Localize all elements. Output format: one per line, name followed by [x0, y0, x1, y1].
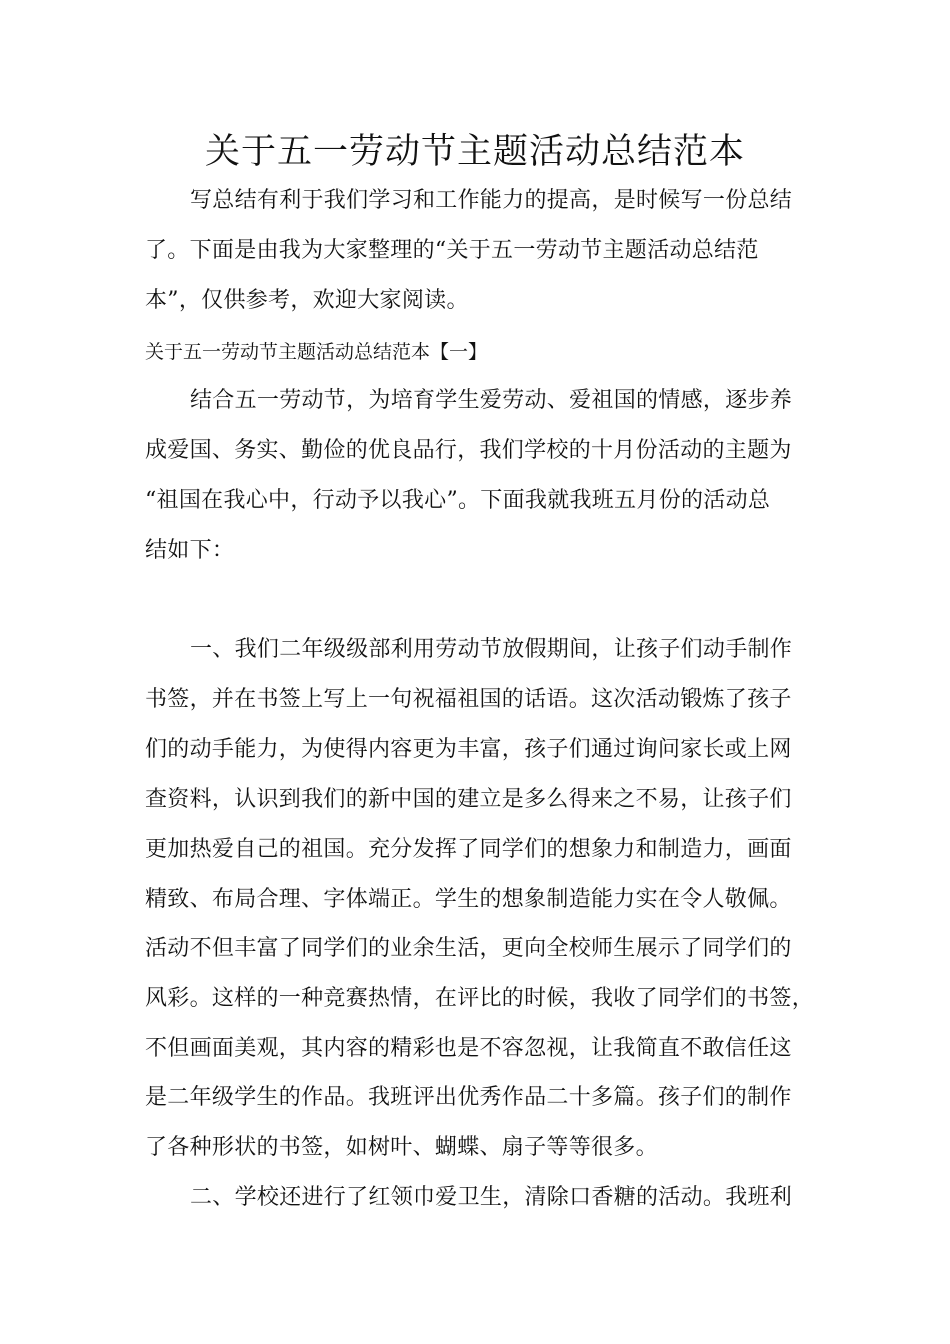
paragraph-1-line-3: “祖国在我心中，行动予以我心”。下面我就我班五月份的活动总: [145, 488, 771, 513]
paragraph-2-line-6: 精致、布局合理、字体端正。学生的想象制造能力实在令人敬佩。: [145, 887, 792, 912]
paragraph-1-line-1: 结合五一劳动节，为培育学生爱劳动、爱祖国的情感，逐步养: [190, 388, 793, 413]
intro-line-1: 写总结有利于我们学习和工作能力的提高，是时候写一份总结: [190, 188, 793, 213]
paragraph-3-line-1: 二、学校还进行了红领巾爱卫生，清除口香糖的活动。我班利: [190, 1185, 793, 1210]
paragraph-2-line-1: 一、我们二年级级部利用劳动节放假期间，让孩子们动手制作: [190, 637, 793, 662]
intro-line-3: 本”，仅供参考，欢迎大家阅读。: [145, 288, 469, 313]
intro-line-2: 了。下面是由我为大家整理的“关于五一劳动节主题活动总结范: [145, 238, 759, 263]
paragraph-2-line-10: 是二年级学生的作品。我班评出优秀作品二十多篇。孩子们的制作: [145, 1085, 792, 1110]
paragraph-2-line-5: 更加热爱自己的祖国。充分发挥了同学们的想象力和制造力，画面: [145, 837, 792, 862]
paragraph-1-line-2: 成爱国、务实、勤俭的优良品行，我们学校的十月份活动的主题为: [145, 438, 792, 463]
paragraph-2-line-9: 不但画面美观，其内容的精彩也是不容忽视，让我简直不敢信任这: [145, 1036, 792, 1061]
paragraph-2-line-11: 了各种形状的书签，如树叶、蝴蝶、扇子等等很多。: [145, 1135, 658, 1160]
paragraph-2-line-4: 查资料，认识到我们的新中国的建立是多么得来之不易，让孩子们: [145, 787, 792, 812]
paragraph-2-line-2: 书签，并在书签上写上一句祝福祖国的话语。这次活动锻炼了孩子: [145, 687, 792, 712]
paragraph-1-line-4: 结如下：: [145, 538, 235, 563]
paragraph-2-line-8: 风彩。这样的一种竞赛热情，在评比的时候，我收了同学们的书签，: [145, 986, 815, 1011]
paragraph-2-line-3: 们的动手能力，为使得内容更为丰富，孩子们通过询问家长或上网: [145, 737, 792, 762]
document-title: 关于五一劳动节主题活动总结范本: [204, 132, 745, 172]
paragraph-2-line-7: 活动不但丰富了同学们的业余生活，更向全校师生展示了同学们的: [145, 936, 792, 961]
section-heading: 关于五一劳动节主题活动总结范本【一】: [145, 341, 488, 363]
